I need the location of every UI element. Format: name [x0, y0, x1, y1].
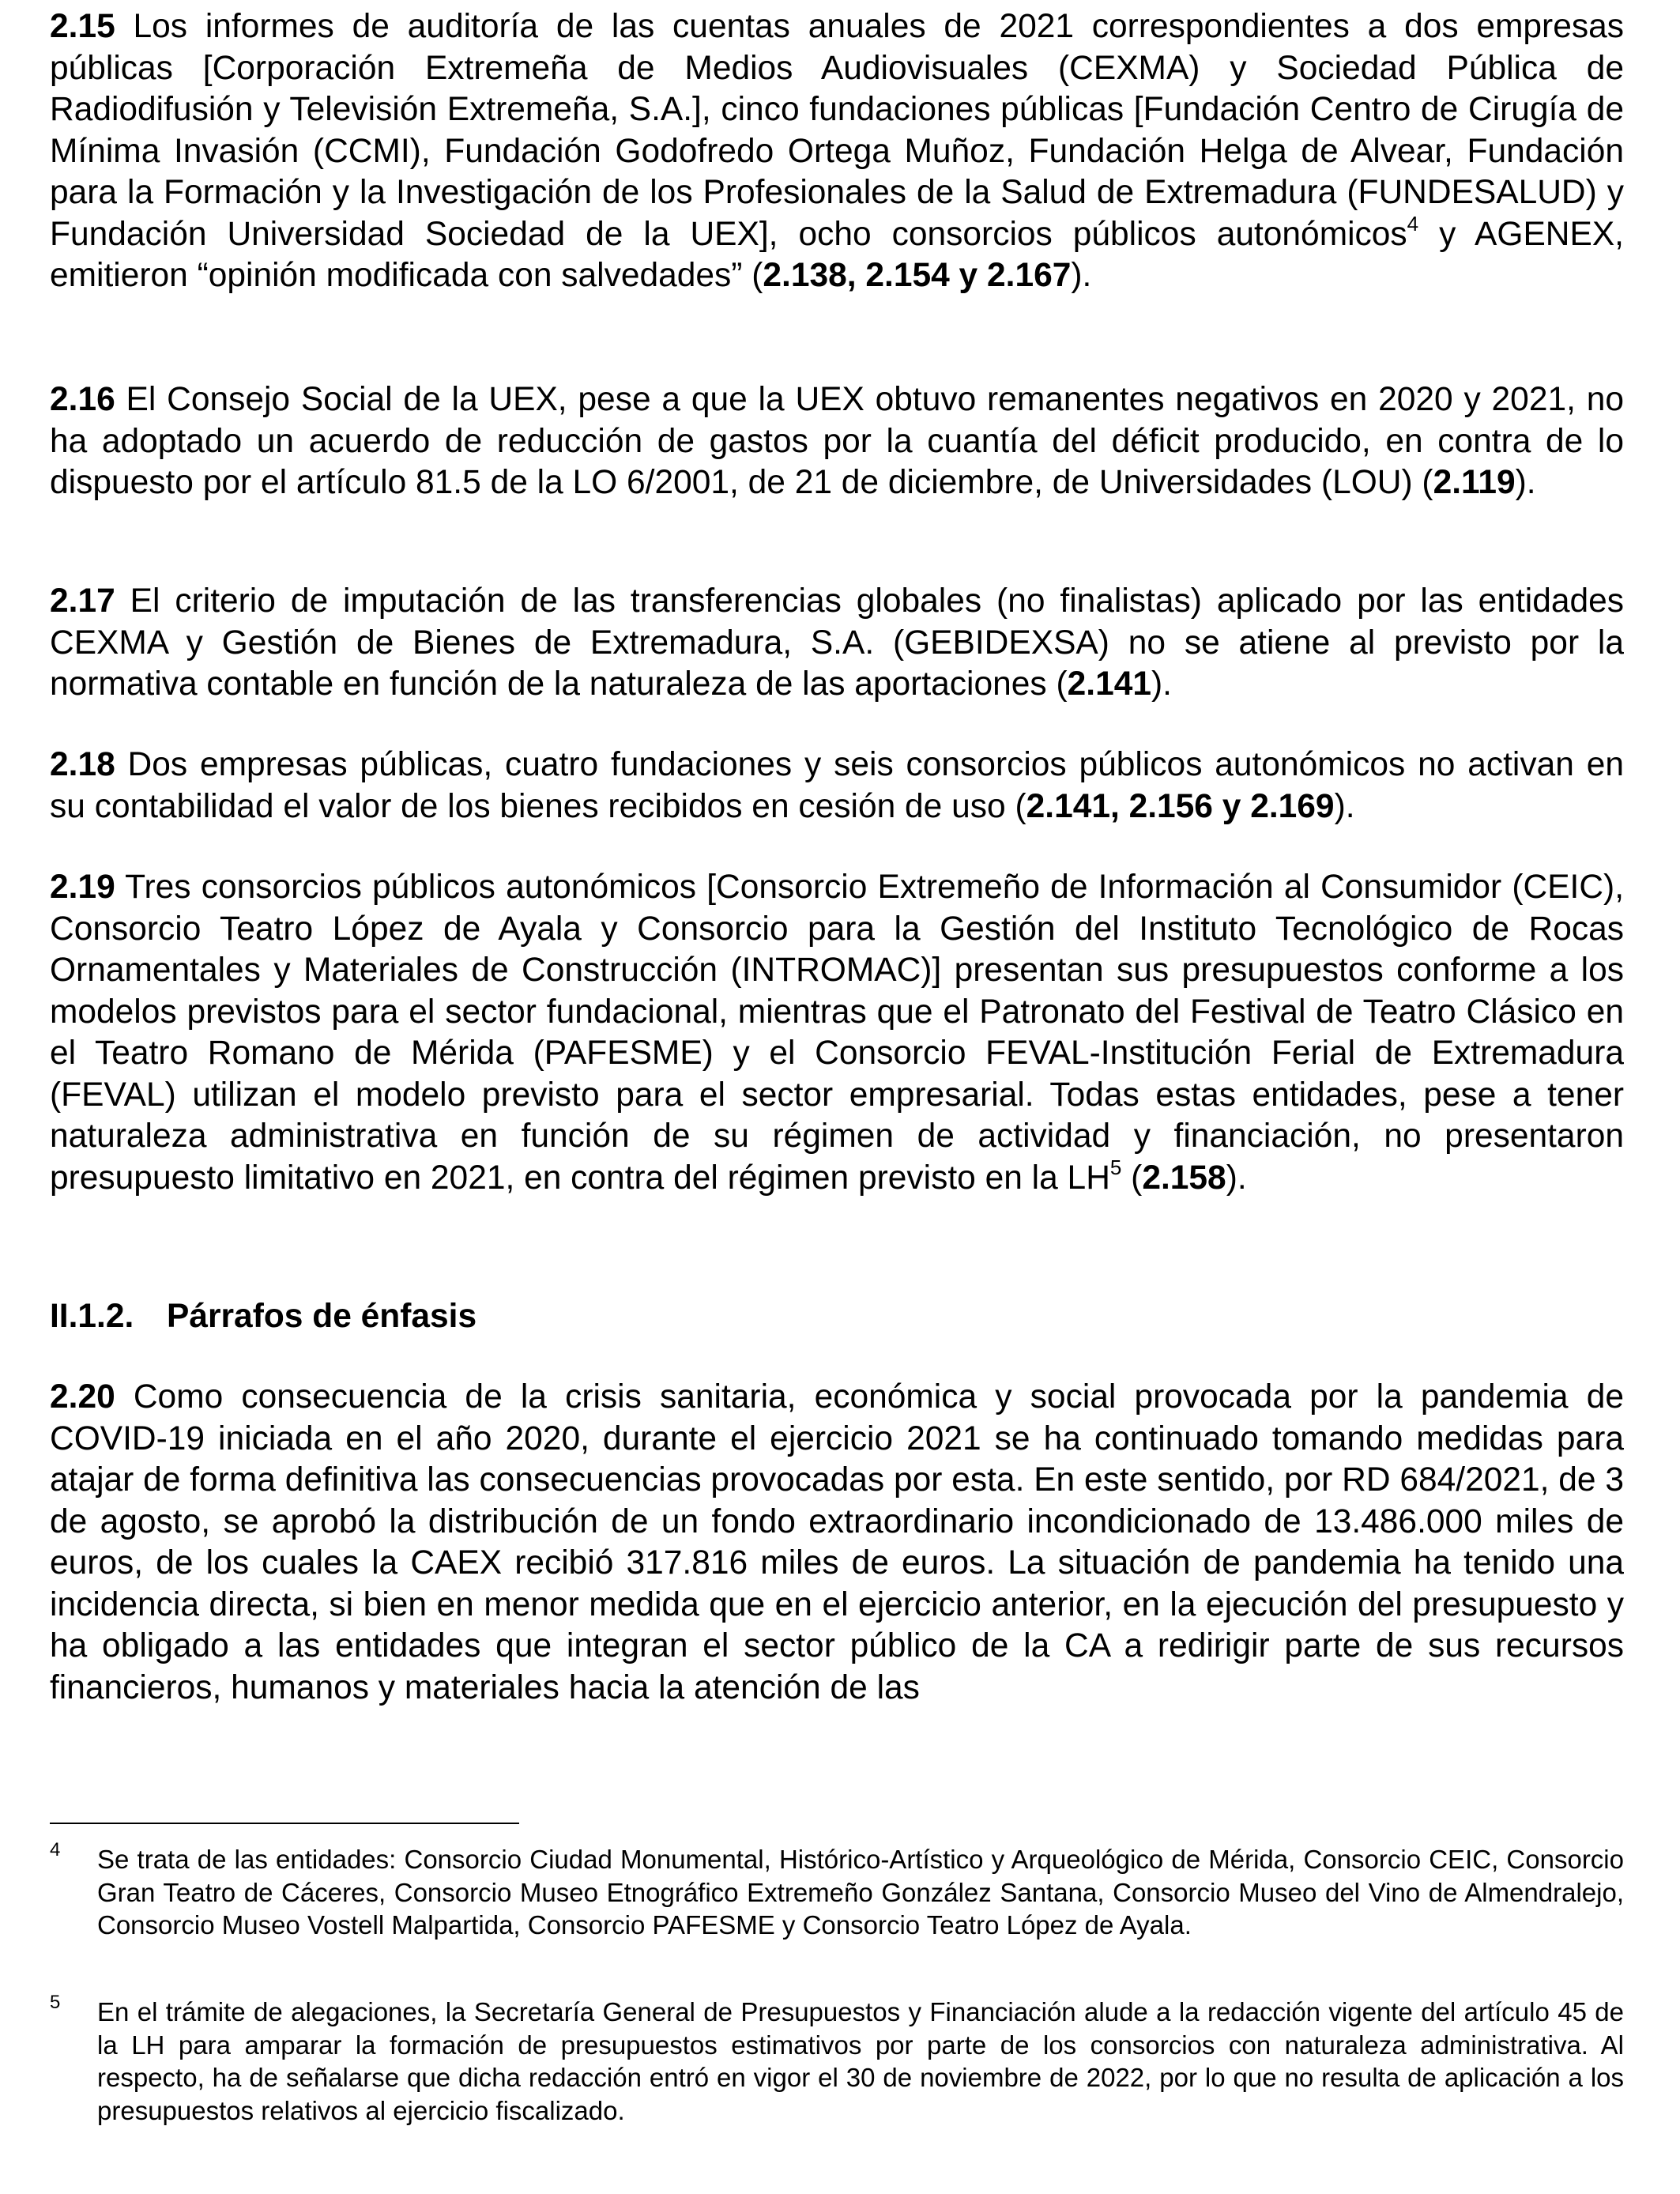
paragraph-2-16: [50, 379, 1624, 504]
section-title: Párrafos de énfasis: [167, 1298, 477, 1335]
paragraph-number: 2.18: [50, 746, 115, 783]
paragraph-text: ).: [1226, 1159, 1247, 1197]
footnote-mark: 5: [50, 1992, 61, 2013]
paragraph-number: 2.20: [50, 1378, 115, 1416]
paragraph-text: ).: [1151, 665, 1172, 703]
paragraph-text: Como consecuencia de la crisis sanitaria, económica y social provocada por la pandemia de COVID-19 iniciada en el año 2020, durante el ejercicio 2021 se ha continuado tomando medidas para atajar de forma definitiva las consecuencias provocadas por esta. En este sentido, por RD 684/2021, de 3 de agosto, se aprobó la distribución de un fondo extraordinario incondicionado de 13.486.000 miles de euros, de los cuales la CAEX recibió 317.816 miles de euros. La situación de pandemia ha tenido una incidencia directa, si bien en menor medida que en el ejercicio anterior, en la ejecución del presupuesto y ha obligado a las entidades que integran el sector público de la CA a redirigir parte de sus recursos financieros, humanos y materiales hacia la atención de las: [50, 1378, 1624, 1706]
paragraph-2-19: [50, 867, 1624, 1199]
paragraph-number: 2.16: [50, 381, 115, 418]
paragraph-2-15: [50, 6, 1624, 297]
footnote-text: En el trámite de alegaciones, la Secretaría General de Presupuestos y Financiación alude a la redacción vigente del artículo 45 de la LH para amparar la formación de presupuestos estimativos por parte de los consorcios con naturaleza administrativa. Al respecto, ha de señalarse que dicha redacción entró en vigor el 30 de noviembre de 2022, por lo que no resulta de aplicación a los presupuestos relativos al ejercicio fiscalizado.: [97, 1997, 1624, 2125]
paragraph-number: 2.15: [50, 8, 115, 45]
footnote-5: [50, 1992, 1624, 2127]
paragraph-text: Los informes de auditoría de las cuentas anuales de 2021 correspondientes a dos empresas públicas [Corporación Extremeña de Medios Audiovisuales (CEXMA) y Sociedad Pública de Radiodifusión y Televisión Extremeña, S.A.], cinco fundaciones públicas [Fundación Centro de Cirugía de Mínima Invasión (CCMI), Fundación Godofredo Ortega Muñoz, Fundación Helga de Alvear, Fundación para la Formación y la Investigación de los Profesionales de la Salud de Extremadura (FUNDESALUD) y Fundación Universidad Sociedad de la UEX], ocho consorcios públicos autonómicos: [50, 8, 1624, 253]
paragraph-2-20: [50, 1377, 1624, 1709]
footnote-text: Se trata de las entidades: Consorcio Ciudad Monumental, Histórico-Artístico y Arqueológico de Mérida, Consorcio CEIC, Consorcio Gran Teatro de Cáceres, Consorcio Museo Etnográfico Extremeño González Santana, Consorcio Museo del Vino de Almendralejo, Consorcio Museo Vostell Malpartida, Consorcio PAFESME y Consorcio Teatro López de Ayala.: [97, 1845, 1624, 1940]
paragraph-number: 2.19: [50, 869, 115, 906]
footnote-ref-4[interactable]: 4: [1407, 212, 1419, 236]
cross-reference: 2.138, 2.154 y 2.167: [763, 257, 1072, 294]
paragraph-number: 2.17: [50, 582, 115, 620]
footnote-separator: [50, 1823, 519, 1824]
paragraph-text: (: [1121, 1159, 1143, 1197]
paragraph-2-17: [50, 581, 1624, 706]
cross-reference: 2.119: [1433, 464, 1516, 501]
section-number: II.1.2.: [50, 1298, 134, 1335]
paragraph-2-18: [50, 745, 1624, 827]
footnote-4: [50, 1839, 1624, 1942]
paragraph-text: ).: [1334, 787, 1355, 825]
section-heading: [50, 1296, 477, 1337]
paragraph-text: y AGENEX, emitieron “opinión modificada con salvedades” (: [50, 215, 1624, 294]
paragraph-text: ).: [1515, 464, 1536, 501]
paragraph-text: ).: [1071, 257, 1092, 294]
paragraph-text: El Consejo Social de la UEX, pese a que la UEX obtuvo remanentes negativos en 2020 y 2021, no ha adoptado un acuerdo de reducción de gastos por la cuantía del déficit producido, en contra de lo dispuesto por el artículo 81.5 de la LO 6/2001, de 21 de diciembre, de Universidades (LOU) (: [50, 381, 1624, 501]
footnote-mark: 4: [50, 1839, 61, 1860]
paragraph-text: Tres consorcios públicos autonómicos [Consorcio Extremeño de Información al Consumidor (CEIC), Consorcio Teatro López de Ayala y Consorcio para la Gestión del Instituto Tecnológico de Rocas Ornamentales y Materiales de Construcción (INTROMAC)] presentan sus presupuestos conforme a los modelos previstos para el sector fundacional, mientras que el Patronato del Festival de Teatro Clásico en el Teatro Romano de Mérida (PAFESME) y el Consorcio FEVAL-Institución Ferial de Extremadura (FEVAL) utilizan el modelo previsto para el sector empresarial. Todas estas entidades, pese a tener naturaleza administrativa en función de su régimen de actividad y financiación, no presentaron presupuesto limitativo en 2021, en contra del régimen previsto en la LH: [50, 869, 1624, 1197]
footnote-ref-5[interactable]: 5: [1109, 1155, 1122, 1180]
cross-reference: 2.158: [1142, 1159, 1226, 1197]
paragraph-text: Dos empresas públicas, cuatro fundaciones y seis consorcios públicos autonómicos no activan en su contabilidad el valor de los bienes recibidos en cesión de uso (: [50, 746, 1624, 825]
cross-reference: 2.141: [1067, 665, 1151, 703]
cross-reference: 2.141, 2.156 y 2.169: [1026, 787, 1335, 825]
paragraph-text: El criterio de imputación de las transferencias globales (no finalistas) aplicado por las entidades CEXMA y Gestión de Bienes de Extremadura, S.A. (GEBIDEXSA) no se atiene al previsto por la normativa contable en función de la naturaleza de las aportaciones (: [50, 582, 1624, 703]
